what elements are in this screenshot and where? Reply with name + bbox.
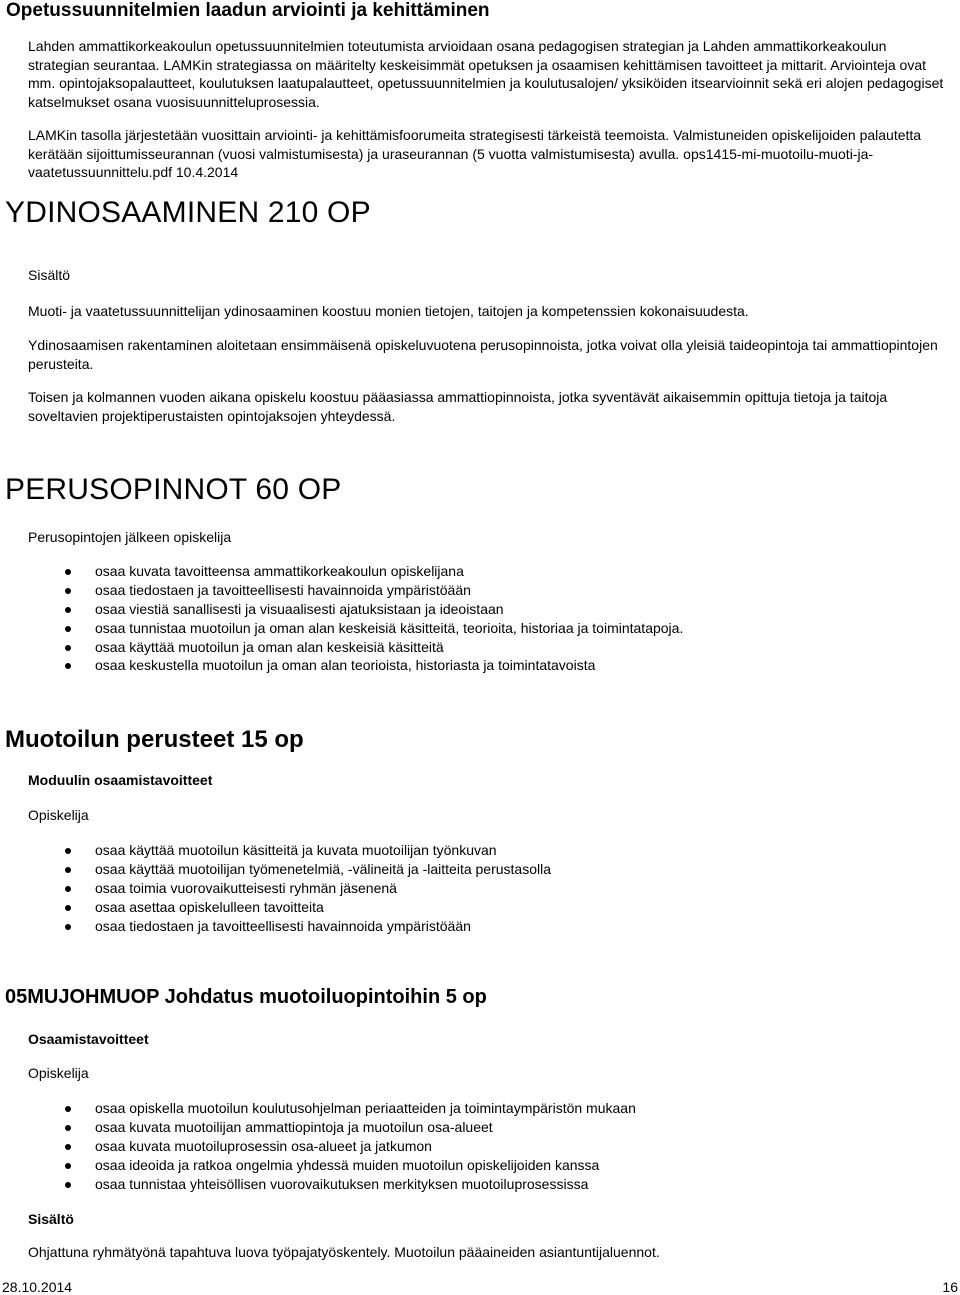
- muotoilu-bullet-list: [28, 841, 928, 935]
- bullet-icon: [65, 645, 71, 651]
- bullet-icon: [65, 1144, 71, 1150]
- list-item: osaa tunnistaa yhteisöllisen vuorovaikutuksen merkityksen muotoiluprosessissa: [28, 1175, 928, 1194]
- list-item: osaa kuvata tavoitteensa ammattikorkeakoulun opiskelijana: [28, 562, 928, 581]
- list-item: osaa opiskella muotoilun koulutusohjelman periaatteiden ja toimintaympäristön mukaan: [28, 1099, 928, 1118]
- ydinosaaminen-heading: YDINOSAAMINEN 210 OP: [5, 196, 371, 229]
- ydin-paragraph-2: Ydinosaamisen rakentaminen aloitetaan ensimmäisenä opiskeluvuotena perusopinnoista, jotka voivat olla yleisiä taideopintoja tai ammattiopintojen perusteita.: [28, 337, 938, 372]
- muotoilun-perusteet-heading: Muotoilun perusteet 15 op: [5, 726, 304, 753]
- list-item: osaa tiedostaen ja tavoitteellisesti havainnoida ympäristöään: [28, 581, 928, 600]
- list-item: osaa kuvata muotoilijan ammattiopintoja ja muotoilun osa-alueet: [28, 1118, 928, 1137]
- johdatus-heading: 05MUJOHMUOP Johdatus muotoiluopintoihin 5 op: [5, 986, 487, 1008]
- bullet-icon: [65, 1182, 71, 1188]
- bullet-icon: [65, 1125, 71, 1131]
- johdatus-bullet-list: [28, 1099, 928, 1193]
- list-item: osaa käyttää muotoilun ja oman alan keskeisiä käsitteitä: [28, 638, 928, 657]
- list-item: osaa toimia vuorovaikutteisesti ryhmän jäsenenä: [28, 879, 928, 898]
- perus-bullet-list: [28, 562, 928, 675]
- perus-lead: Perusopintojen jälkeen opiskelija: [28, 529, 232, 545]
- bullet-icon: [65, 1163, 71, 1169]
- list-item: osaa asettaa opiskelulleen tavoitteita: [28, 898, 928, 917]
- bullet-icon: [65, 569, 71, 575]
- johdatus-content-text: Ohjattuna ryhmätyönä tapahtuva luova työpajatyöskentely. Muotoilun pääaineiden asiantuntijaluennot.: [28, 1244, 660, 1260]
- johdatus-sub-label: Osaamistavoitteet: [28, 1031, 149, 1047]
- bullet-icon: [65, 924, 71, 930]
- footer-page-number: 16: [942, 1279, 958, 1295]
- footer-date: 28.10.2014: [2, 1279, 73, 1295]
- list-item: osaa käyttää muotoilijan työmenetelmiä, -välineitä ja -laitteita perustasolla: [28, 860, 928, 879]
- bullet-icon: [65, 1106, 71, 1112]
- bullet-icon: [65, 626, 71, 632]
- list-item: osaa tunnistaa muotoilun ja oman alan keskeisiä käsitteitä, teorioita, historiaa ja toimintatapoja.: [28, 619, 928, 638]
- section-title: Opetussuunnitelmien laadun arviointi ja kehittäminen: [6, 0, 490, 21]
- muotoilu-sub-label: Moduulin osaamistavoitteet: [28, 772, 213, 788]
- intro-paragraph-2: LAMKin tasolla järjestetään vuosittain arviointi- ja kehittämisfoorumeita strategisesti tärkeistä teemoista. Valmistuneiden opiskelijoiden palautetta kerätään sijoittumisseurannan (vuosi valmistumisesta) ja uraseurannan (5 vuotta valmistumisesta) avulla. ops1415-mi-muotoilu-muoti-ja-vaatetussuunnittelu.pdf 10.4.2014: [28, 127, 922, 180]
- bullet-icon: [65, 886, 71, 892]
- ydin-content-label: Sisältö: [28, 267, 71, 283]
- list-item: osaa viestiä sanallisesti ja visuaalisesti ajatuksistaan ja ideoistaan: [28, 600, 928, 619]
- ydin-paragraph-3: Toisen ja kolmannen vuoden aikana opiskelu koostuu pääasiassa ammattiopinnoista, jotka syventävät aikaisemmin opittuja tietoja ja taitoja soveltavien projektiperustaisten opintojaksojen yhteydessä.: [28, 389, 888, 424]
- bullet-icon: [65, 867, 71, 873]
- bullet-icon: [65, 848, 71, 854]
- list-item: osaa käyttää muotoilun käsitteitä ja kuvata muotoilijan työnkuvan: [28, 841, 928, 860]
- bullet-icon: [65, 663, 71, 669]
- list-item: osaa tiedostaen ja tavoitteellisesti havainnoida ympäristöään: [28, 917, 928, 936]
- ydin-paragraph-1: Muoti- ja vaatetussuunnittelijan ydinosaaminen koostuu monien tietojen, taitojen ja kompetenssien kokonaisuudesta.: [28, 303, 749, 319]
- list-item: osaa kuvata muotoiluprosessin osa-alueet ja jatkumon: [28, 1137, 928, 1156]
- intro-paragraph-1: Lahden ammattikorkeakoulun opetussuunnitelmien toteutumista arvioidaan osana pedagogisen strategian ja Lahden ammattikorkeakoulun strategian seurantaa. LAMKin strategiassa on määritelty keskeisimmät opetuksen ja osaamisen kehittämisen tavoitteet ja mittarit. Arviointeja ovat mm. opintojaksopalautteet, koulutuksen laatupalautteet, opetussuunnitelmien ja koulutusalojen/ yksiköiden itsearvioinnit sekä eri alojen pedagogiset katselmukset osana vuosisuunnitteluprosessia.: [28, 38, 944, 110]
- list-item: osaa ideoida ja ratkoa ongelmia yhdessä muiden muotoilun opiskelijoiden kanssa: [28, 1156, 928, 1175]
- bullet-icon: [65, 905, 71, 911]
- muotoilu-lead: Opiskelija: [28, 807, 89, 823]
- bullet-icon: [65, 588, 71, 594]
- johdatus-lead: Opiskelija: [28, 1065, 89, 1081]
- johdatus-content-label: Sisältö: [28, 1211, 74, 1227]
- bullet-icon: [65, 607, 71, 613]
- perusopinnot-heading: PERUSOPINNOT 60 OP: [5, 473, 342, 506]
- list-item: osaa keskustella muotoilun ja oman alan teorioista, historiasta ja toimintatavoista: [28, 656, 928, 675]
